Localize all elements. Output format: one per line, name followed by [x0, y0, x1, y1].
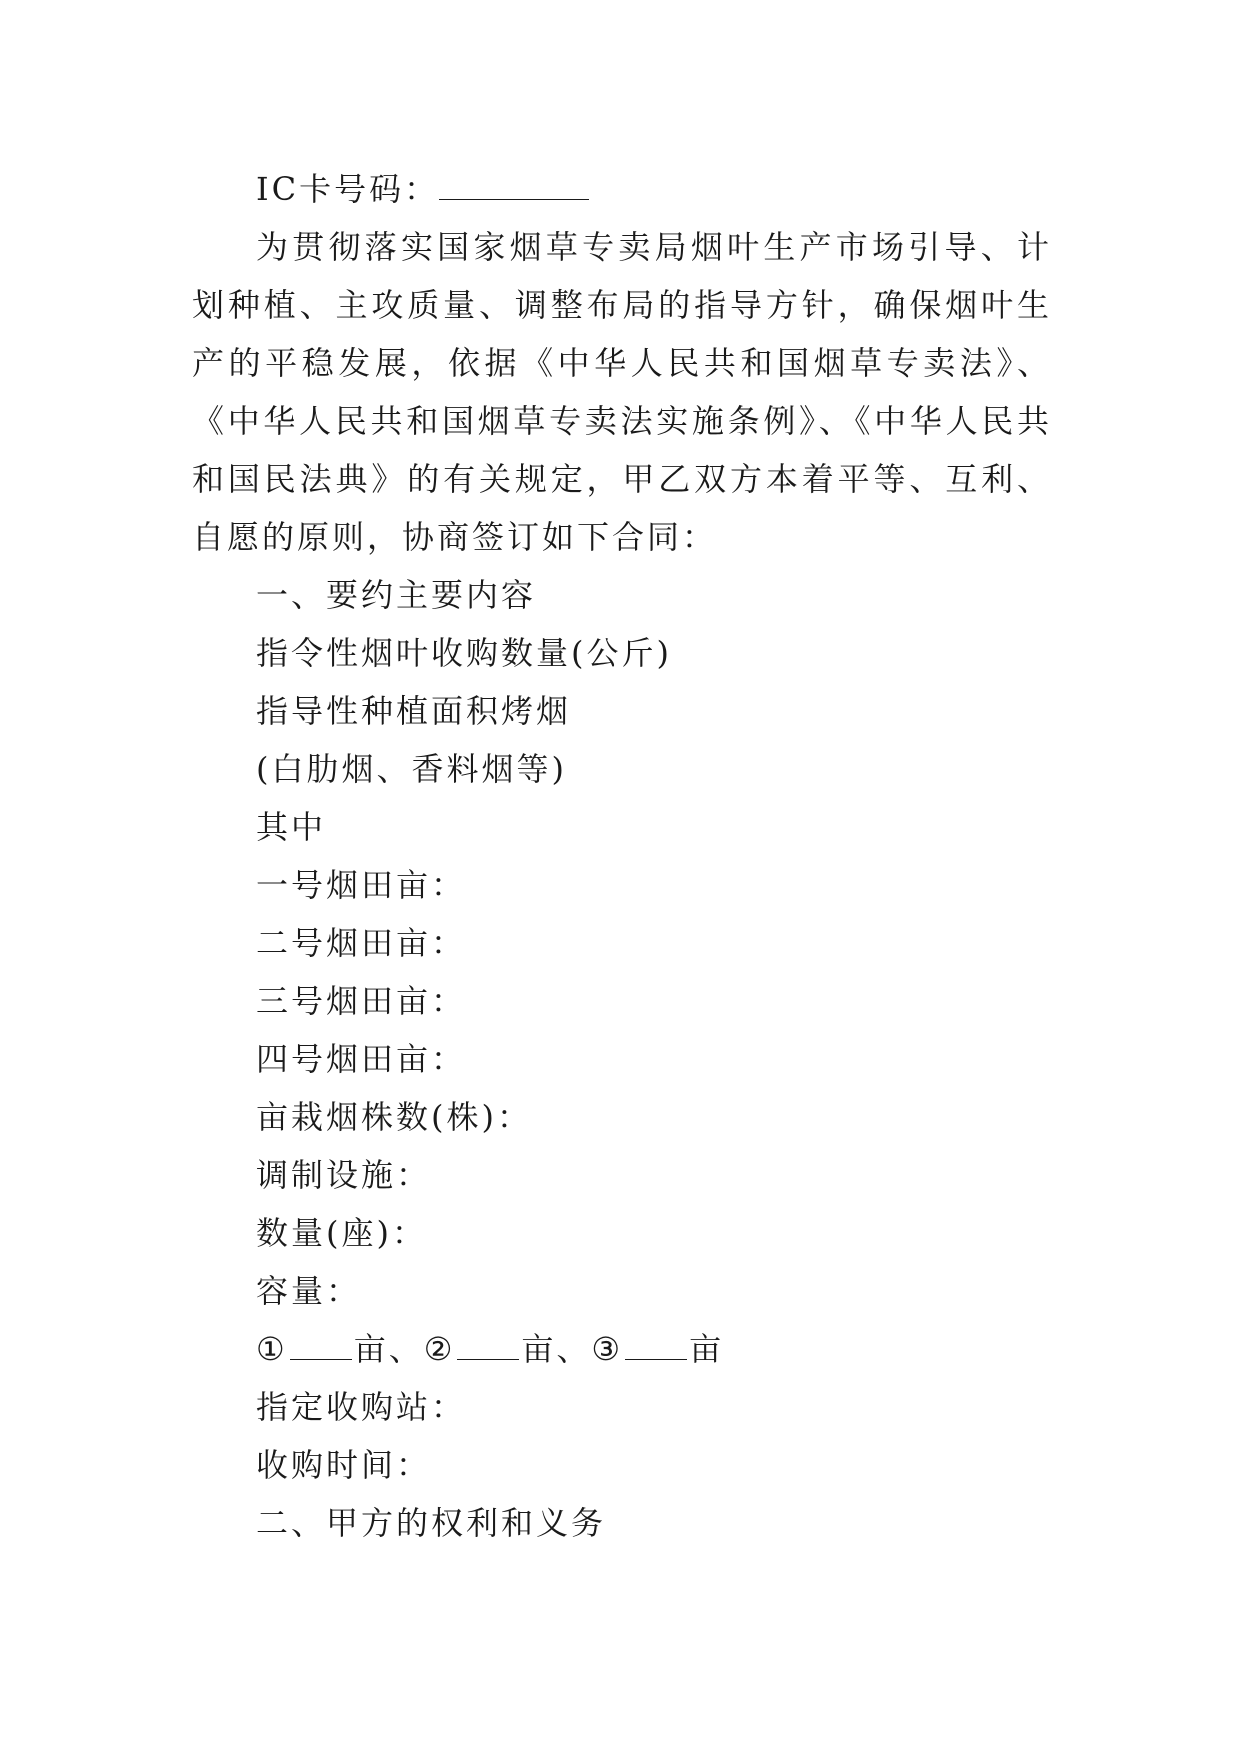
list-item: 收购时间： [256, 1446, 432, 1484]
capacity-mark-1: ① [256, 1330, 288, 1368]
section2-heading: 二、甲方的权利和义务 [256, 1504, 607, 1542]
intro-paragraph: 为贯彻落实国家烟草专卖局烟叶生产市场引导、计划种植、主攻质量、调整布局的指导方针，确保烟叶生产的平稳发展，依据《中华人民共和国烟草专卖法》、《中华人民共和国烟草专卖法实施条例》、《中华人民共和国民法典》的有关规定，甲乙双方本着平等、互利、自愿的原则，协商签订如下合同： [192, 228, 1052, 556]
capacity-unit-1: 亩、 [353, 1330, 424, 1368]
list-item: 二号烟田亩： [256, 924, 467, 962]
list-item: 亩栽烟株数(株)： [256, 1098, 532, 1136]
ic-card-blank [439, 169, 589, 200]
capacity-line [192, 1320, 1052, 1378]
capacity-blank-2 [457, 1329, 519, 1360]
list-item: 四号烟田亩： [256, 1040, 467, 1078]
capacity-blank-1 [290, 1329, 352, 1360]
section1-heading: 一、要约主要内容 [256, 576, 537, 614]
capacity-mark-3: ③ [591, 1330, 624, 1368]
list-item: 容量： [256, 1272, 362, 1310]
capacity-blank-3 [625, 1329, 687, 1360]
list-item: 指导性种植面积烤烟 [256, 692, 572, 730]
ic-card-line [192, 160, 1052, 218]
document-body [192, 160, 1052, 1552]
list-item: 其中 [256, 808, 327, 846]
capacity-unit-2: 亩、 [521, 1330, 592, 1368]
list-item: 一号烟田亩： [256, 866, 467, 904]
list-item: (白肋烟、香料烟等) [256, 750, 567, 788]
ic-card-label: IC卡号码： [256, 170, 440, 208]
list-item: 数量(座)： [256, 1214, 427, 1252]
capacity-mark-2: ② [423, 1330, 456, 1368]
list-item: 调制设施： [256, 1156, 432, 1194]
list-item: 指令性烟叶收购数量(公斤) [256, 634, 672, 672]
list-item: 指定收购站： [256, 1388, 467, 1426]
list-item: 三号烟田亩： [256, 982, 467, 1020]
capacity-unit-3: 亩 [689, 1330, 725, 1368]
